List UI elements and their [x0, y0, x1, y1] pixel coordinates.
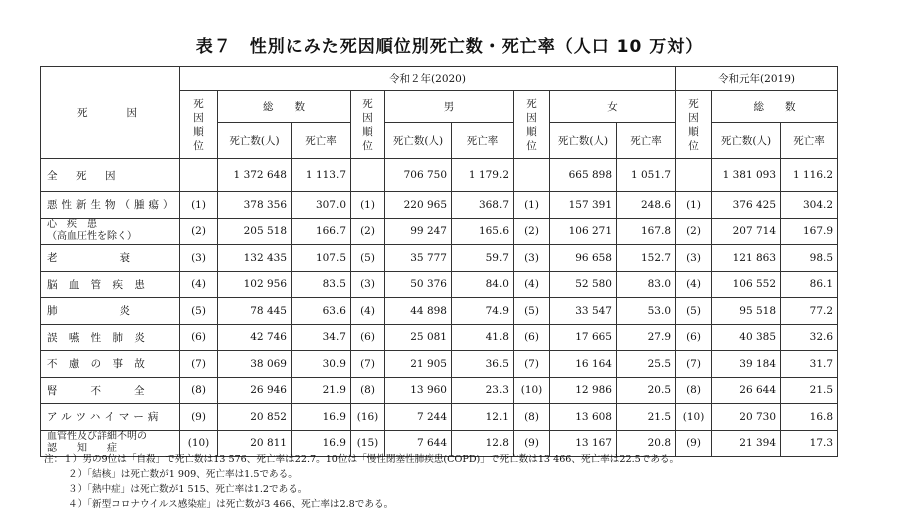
cause-cell — [41, 245, 180, 272]
rank-header-total: 死 因 順 位 — [180, 91, 218, 159]
rank-cell: (5) — [676, 298, 712, 325]
value-cell: 26 946 — [218, 377, 292, 404]
value-cell: 368.7 — [452, 192, 514, 219]
rank-header-male: 死 因 順 位 — [351, 91, 385, 159]
value-cell: 106 271 — [550, 218, 617, 245]
value-cell: 220 965 — [385, 192, 452, 219]
rank-cell: (9) — [676, 430, 712, 457]
value-cell: 41.8 — [452, 324, 514, 351]
cause-cell — [41, 404, 180, 431]
value-cell: 25 081 — [385, 324, 452, 351]
value-cell: 7 244 — [385, 404, 452, 431]
value-cell: 31.7 — [781, 351, 838, 378]
cause-label: 心 疾 患 — [47, 219, 97, 231]
rank-cell: (10) — [676, 404, 712, 431]
female-header: 女 — [550, 91, 676, 123]
value-cell: 42 746 — [218, 324, 292, 351]
value-cell: 40 385 — [712, 324, 781, 351]
value-cell: 166.7 — [292, 218, 351, 245]
value-cell: 36.5 — [452, 351, 514, 378]
value-cell: 84.0 — [452, 271, 514, 298]
cause-label: 誤 嚥 性 肺 炎 — [47, 331, 149, 344]
rank-cell: (16) — [351, 404, 385, 431]
value-cell: 30.9 — [292, 351, 351, 378]
table-row — [41, 218, 838, 245]
year-2020-header: 令和２年(2020) — [180, 67, 676, 91]
rank-cell: (7) — [514, 351, 550, 378]
cause-label: 悪性新生物（腫瘍） — [47, 199, 178, 212]
value-cell: 1 179.2 — [452, 159, 514, 192]
value-cell: 102 956 — [218, 271, 292, 298]
table-row — [41, 404, 838, 431]
rank-cell — [180, 159, 218, 192]
value-cell: 59.7 — [452, 245, 514, 272]
rank-cell: (5) — [514, 298, 550, 325]
rank-cell: (8) — [180, 377, 218, 404]
rank-cell — [676, 159, 712, 192]
rank-cell: (2) — [180, 218, 218, 245]
footnote: ３）「熱中症」は死亡数が1 515、死亡率は1.2である。 — [68, 484, 308, 495]
rank-header-female: 死 因 順 位 — [514, 91, 550, 159]
value-cell: 121 863 — [712, 245, 781, 272]
value-cell: 20 852 — [218, 404, 292, 431]
rank-cell: (4) — [180, 271, 218, 298]
value-cell: 21.9 — [292, 377, 351, 404]
value-cell: 157 391 — [550, 192, 617, 219]
deaths-header: 死亡数(人) — [712, 123, 781, 159]
total-2019-header: 総 数 — [712, 91, 838, 123]
value-cell: 1 113.7 — [292, 159, 351, 192]
rank-cell: (7) — [180, 351, 218, 378]
total-header: 総 数 — [218, 91, 351, 123]
value-cell: 307.0 — [292, 192, 351, 219]
rank-cell: (1) — [180, 192, 218, 219]
value-cell: 16 164 — [550, 351, 617, 378]
value-cell: 23.3 — [452, 377, 514, 404]
value-cell: 77.2 — [781, 298, 838, 325]
rate-header: 死亡率 — [617, 123, 676, 159]
value-cell: 33 547 — [550, 298, 617, 325]
cause-label: 全 死 因 — [47, 169, 120, 182]
value-cell: 167.9 — [781, 218, 838, 245]
value-cell: 7 644 — [385, 430, 452, 457]
value-cell: 12.1 — [452, 404, 514, 431]
value-cell: 38 069 — [218, 351, 292, 378]
cause-label: 腎 不 全 — [47, 384, 149, 397]
value-cell: 106 552 — [712, 271, 781, 298]
rank-cell: (1) — [351, 192, 385, 219]
rank-cell: (2) — [351, 218, 385, 245]
rank-cell: (10) — [514, 377, 550, 404]
cause-label: 老 衰 — [47, 252, 134, 265]
value-cell: 205 518 — [218, 218, 292, 245]
value-cell: 706 750 — [385, 159, 452, 192]
value-cell: 1 116.2 — [781, 159, 838, 192]
table-row — [41, 192, 838, 219]
rank-cell: (7) — [351, 351, 385, 378]
table-row — [41, 351, 838, 378]
value-cell: 167.8 — [617, 218, 676, 245]
value-cell: 1 381 093 — [712, 159, 781, 192]
rank-cell: (7) — [676, 351, 712, 378]
rank-cell: (1) — [514, 192, 550, 219]
value-cell: 44 898 — [385, 298, 452, 325]
value-cell: 16.9 — [292, 404, 351, 431]
value-cell: 13 608 — [550, 404, 617, 431]
deaths-header: 死亡数(人) — [385, 123, 452, 159]
value-cell: 50 376 — [385, 271, 452, 298]
cause-label: 不 慮 の 事 故 — [47, 358, 149, 371]
cause-label-sub: 認 知 症 — [47, 443, 117, 455]
table-row — [41, 245, 838, 272]
value-cell: 17 665 — [550, 324, 617, 351]
value-cell: 12 986 — [550, 377, 617, 404]
rate-header: 死亡率 — [292, 123, 351, 159]
value-cell: 376 425 — [712, 192, 781, 219]
table-row — [41, 377, 838, 404]
rank-cell: (4) — [351, 298, 385, 325]
value-cell: 83.5 — [292, 271, 351, 298]
deaths-header: 死亡数(人) — [218, 123, 292, 159]
rank-cell: (1) — [676, 192, 712, 219]
footnotes — [44, 452, 679, 512]
value-cell: 16.8 — [781, 404, 838, 431]
value-cell: 165.6 — [452, 218, 514, 245]
value-cell: 21.5 — [781, 377, 838, 404]
cause-cell — [41, 192, 180, 219]
table-body — [41, 159, 838, 457]
value-cell: 132 435 — [218, 245, 292, 272]
rank-cell: (3) — [514, 245, 550, 272]
value-cell: 20 811 — [218, 430, 292, 457]
cause-label: 肺 炎 — [47, 305, 134, 318]
cause-cell — [41, 218, 180, 245]
value-cell: 35 777 — [385, 245, 452, 272]
footnote: 注：１）男の9位は「自殺」で死亡数は13 576、死亡率は22.7。10位は「慢性閉塞性肺疾患(COPD)」で死亡数は13 466、死亡率は22.5である。 — [44, 454, 680, 465]
cause-cell — [41, 324, 180, 351]
value-cell: 83.0 — [617, 271, 676, 298]
value-cell: 98.5 — [781, 245, 838, 272]
cause-label: 脳 血 管 疾 患 — [47, 278, 149, 291]
value-cell: 12.8 — [452, 430, 514, 457]
value-cell: 21.5 — [617, 404, 676, 431]
value-cell: 152.7 — [617, 245, 676, 272]
rank-cell: (9) — [514, 430, 550, 457]
value-cell: 20.5 — [617, 377, 676, 404]
rank-cell: (6) — [180, 324, 218, 351]
rank-cell: (3) — [676, 245, 712, 272]
rank-cell: (9) — [180, 404, 218, 431]
table-row — [41, 159, 838, 192]
value-cell: 26 644 — [712, 377, 781, 404]
rank-cell: (15) — [351, 430, 385, 457]
value-cell: 1 372 648 — [218, 159, 292, 192]
rank-header-2019: 死 因 順 位 — [676, 91, 712, 159]
rank-cell — [514, 159, 550, 192]
cause-cell — [41, 159, 180, 192]
value-cell: 1 051.7 — [617, 159, 676, 192]
rank-cell: (4) — [676, 271, 712, 298]
rank-cell: (6) — [351, 324, 385, 351]
cause-cell — [41, 351, 180, 378]
value-cell: 304.2 — [781, 192, 838, 219]
rate-header: 死亡率 — [452, 123, 514, 159]
value-cell: 20.8 — [617, 430, 676, 457]
value-cell: 74.9 — [452, 298, 514, 325]
rank-cell: (5) — [351, 245, 385, 272]
male-header: 男 — [385, 91, 514, 123]
value-cell: 20 730 — [712, 404, 781, 431]
value-cell: 39 184 — [712, 351, 781, 378]
value-cell: 248.6 — [617, 192, 676, 219]
rank-cell: (3) — [180, 245, 218, 272]
cause-header: 死 因 — [41, 67, 180, 159]
table-row — [41, 271, 838, 298]
rank-cell: (2) — [676, 218, 712, 245]
rank-cell: (8) — [351, 377, 385, 404]
rank-cell: (5) — [180, 298, 218, 325]
cause-label: 血管性及び詳細不明の — [47, 431, 147, 443]
value-cell: 78 445 — [218, 298, 292, 325]
value-cell: 52 580 — [550, 271, 617, 298]
table-row — [41, 324, 838, 351]
rank-cell: (8) — [514, 404, 550, 431]
value-cell: 86.1 — [781, 271, 838, 298]
cause-cell — [41, 377, 180, 404]
value-cell: 27.9 — [617, 324, 676, 351]
value-cell: 99 247 — [385, 218, 452, 245]
rank-cell: (8) — [676, 377, 712, 404]
cause-label-sub: （高血圧性を除く） — [47, 231, 137, 243]
value-cell: 53.0 — [617, 298, 676, 325]
value-cell: 17.3 — [781, 430, 838, 457]
value-cell: 21 394 — [712, 430, 781, 457]
value-cell: 95 518 — [712, 298, 781, 325]
cause-cell — [41, 298, 180, 325]
cause-label: アルツハイマー病 — [47, 411, 163, 424]
value-cell: 34.7 — [292, 324, 351, 351]
value-cell: 13 167 — [550, 430, 617, 457]
value-cell: 63.6 — [292, 298, 351, 325]
value-cell: 21 905 — [385, 351, 452, 378]
value-cell: 25.5 — [617, 351, 676, 378]
value-cell: 665 898 — [550, 159, 617, 192]
rank-cell: (4) — [514, 271, 550, 298]
value-cell: 96 658 — [550, 245, 617, 272]
rank-cell: (2) — [514, 218, 550, 245]
rank-cell: (6) — [676, 324, 712, 351]
value-cell: 207 714 — [712, 218, 781, 245]
table-title: 表７ 性別にみた死因順位別死亡数・死亡率（人口 10 万対） — [195, 37, 704, 57]
value-cell: 16.9 — [292, 430, 351, 457]
deaths-header: 死亡数(人) — [550, 123, 617, 159]
cause-cell — [41, 271, 180, 298]
rate-header: 死亡率 — [781, 123, 838, 159]
mortality-table — [40, 66, 838, 457]
rank-cell — [351, 159, 385, 192]
table-row — [41, 298, 838, 325]
rank-cell: (3) — [351, 271, 385, 298]
value-cell: 378 356 — [218, 192, 292, 219]
value-cell: 13 960 — [385, 377, 452, 404]
rank-cell: (10) — [180, 430, 218, 457]
value-cell: 107.5 — [292, 245, 351, 272]
rank-cell: (6) — [514, 324, 550, 351]
footnote: ４）「新型コロナウイルス感染症」は死亡数が3 466、死亡率は2.8である。 — [68, 499, 394, 510]
value-cell: 32.6 — [781, 324, 838, 351]
year-2019-header: 令和元年(2019) — [676, 67, 838, 91]
footnote: ２）「結核」は死亡数が1 909、死亡率は1.5である。 — [68, 469, 298, 480]
